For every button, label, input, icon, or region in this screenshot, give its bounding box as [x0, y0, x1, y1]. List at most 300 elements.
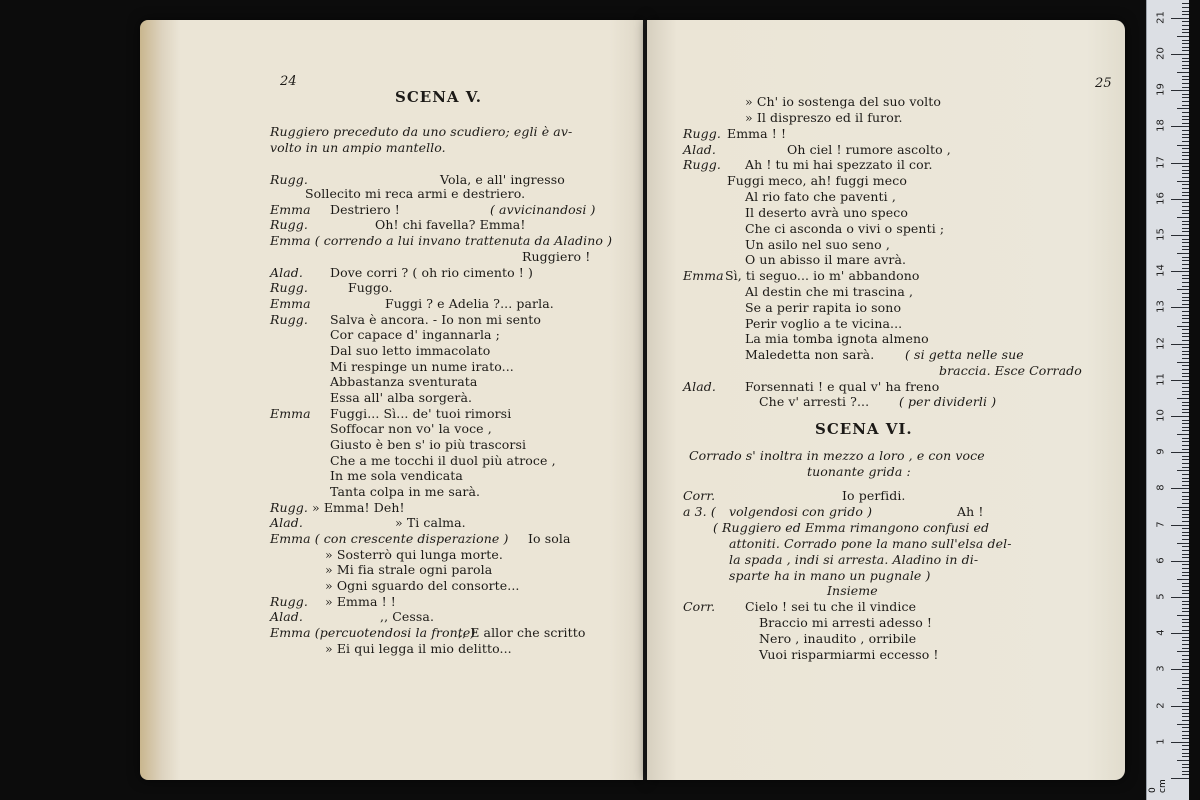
ruler-tick — [1171, 706, 1189, 707]
scene-heading: SCENA V. — [395, 88, 483, 106]
ruler-number: 5 — [1155, 593, 1167, 600]
ruler-tick — [1182, 43, 1189, 44]
ruler-tick — [1171, 452, 1189, 453]
ruler-tick — [1182, 340, 1189, 341]
text-line: Giusto è ben s' io più trascorsi — [330, 437, 527, 452]
text-line: In me sola vendicata — [330, 468, 463, 483]
ruler-tick — [1182, 510, 1189, 511]
ruler-tick — [1182, 619, 1189, 620]
ruler-tick — [1182, 496, 1189, 497]
text-line: Rugg. — [270, 172, 308, 187]
ruler-tick — [1177, 651, 1189, 652]
ruler-tick — [1182, 228, 1189, 229]
ruler-tick — [1182, 420, 1189, 421]
text-line: Sollecito mi reca armi e destriero. — [305, 186, 526, 201]
text-line: Vola, e all' ingresso — [440, 172, 565, 187]
ruler-tick — [1182, 427, 1189, 428]
text-line: Alad. — [270, 265, 303, 280]
ruler-tick — [1182, 264, 1189, 265]
text-line: Io perfidi. — [842, 488, 906, 503]
ruler-tick — [1182, 402, 1189, 403]
text-line: O un abisso il mare avrà. — [745, 252, 907, 267]
text-line: Mi respinge un nume irato... — [330, 359, 514, 374]
ruler-number: 10 — [1155, 409, 1167, 422]
ruler-tick — [1182, 231, 1189, 232]
ruler-tick — [1182, 535, 1189, 536]
text-line: » Emma! Deh! — [312, 500, 405, 515]
text-line: Dal suo letto immacolato — [330, 343, 491, 358]
ruler-tick — [1182, 65, 1189, 66]
ruler-tick — [1182, 275, 1189, 276]
text-line: Corr. — [683, 488, 716, 503]
ruler-tick — [1171, 126, 1189, 127]
ruler-tick — [1182, 673, 1189, 674]
text-line: Vuoi risparmiarmi eccesso ! — [759, 647, 939, 662]
ruler-tick — [1182, 202, 1189, 203]
ruler-tick — [1182, 130, 1189, 131]
ruler-tick — [1182, 87, 1189, 88]
ruler-tick — [1182, 644, 1189, 645]
ruler-tick — [1182, 709, 1189, 710]
text-line: » Ch' io sostenga del suo volto — [745, 94, 941, 109]
text-line: la spada , indi si arresta. Aladino in di- — [729, 552, 979, 567]
ruler-tick — [1182, 210, 1189, 211]
text-line: Nero , inaudito , orribile — [759, 631, 917, 646]
ruler-tick — [1171, 199, 1189, 200]
ruler-tick — [1182, 467, 1189, 468]
ruler-tick — [1177, 760, 1189, 761]
ruler-tick — [1182, 40, 1189, 41]
text-line: a 3. ( — [683, 504, 716, 519]
ruler-tick — [1182, 192, 1189, 193]
ruler-number: 20 — [1155, 47, 1167, 60]
ruler-tick — [1182, 68, 1189, 69]
ruler-tick — [1177, 362, 1189, 363]
ruler-tick — [1182, 514, 1189, 515]
ruler-tick — [1182, 756, 1189, 757]
text-line: Essa all' alba sorgerà. — [330, 390, 473, 405]
ruler-tick — [1182, 7, 1189, 8]
ruler-tick — [1182, 29, 1189, 30]
left-page — [140, 20, 645, 780]
ruler-tick — [1182, 456, 1189, 457]
text-line: ,, Cessa. — [380, 609, 435, 624]
text-line: braccia. Esce Corrado — [939, 363, 1082, 378]
ruler-number: 12 — [1155, 336, 1167, 350]
ruler-tick — [1171, 416, 1189, 417]
ruler-tick — [1182, 449, 1189, 450]
ruler-tick — [1182, 662, 1189, 663]
ruler-tick — [1171, 669, 1189, 670]
ruler-tick — [1182, 195, 1189, 196]
ruler-tick — [1182, 438, 1189, 439]
ruler-tick — [1182, 738, 1189, 739]
ruler-tick — [1182, 134, 1189, 135]
ruler-number: 14 — [1155, 264, 1167, 278]
text-line: ,, E allor che scritto — [458, 625, 586, 640]
text-line: Alad. — [683, 142, 716, 157]
ruler-tick — [1182, 478, 1189, 479]
text-line: Destriero ! — [330, 202, 400, 217]
ruler-tick — [1182, 481, 1189, 482]
ruler-number: 16 — [1155, 191, 1167, 205]
ruler-tick — [1182, 575, 1189, 576]
text-line: Al destin che mi trascina , — [745, 284, 914, 299]
ruler-tick — [1182, 517, 1189, 518]
ruler-tick — [1177, 145, 1189, 146]
ruler-tick — [1182, 572, 1189, 573]
ruler-number: 17 — [1155, 155, 1167, 169]
text-line: Rugg. — [270, 312, 308, 327]
ruler-tick — [1171, 742, 1189, 743]
text-line: Ah ! — [957, 504, 984, 519]
ruler-tick — [1182, 97, 1189, 98]
ruler-tick — [1182, 257, 1189, 258]
text-line: Oh! chi favella? Emma! — [375, 217, 526, 232]
ruler-tick — [1171, 778, 1189, 779]
ruler-tick — [1171, 18, 1189, 19]
text-line: Emma ( con crescente disperazione ) — [270, 531, 509, 546]
ruler-tick — [1182, 691, 1189, 692]
ruler-tick — [1182, 731, 1189, 732]
text-line: Se a perir rapita io sono — [745, 300, 902, 315]
ruler-tick — [1182, 568, 1189, 569]
page-number: 25 — [1095, 76, 1112, 91]
ruler-tick — [1177, 724, 1189, 725]
ruler-tick — [1182, 315, 1189, 316]
ruler-tick — [1182, 282, 1189, 283]
ruler-tick — [1182, 564, 1189, 565]
ruler-tick — [1182, 50, 1189, 51]
ruler-tick — [1171, 235, 1189, 236]
ruler-tick — [1182, 590, 1189, 591]
ruler-number: 3 — [1155, 665, 1167, 673]
ruler-number: 1 — [1155, 738, 1167, 745]
ruler-tick — [1182, 166, 1189, 167]
text-line: » Emma ! ! — [325, 594, 396, 609]
text-line: ( avvicinandosi ) — [490, 202, 596, 217]
ruler-tick — [1182, 459, 1189, 460]
ruler-tick — [1177, 434, 1189, 435]
text-line: Il deserto avrà uno speco — [745, 205, 908, 220]
ruler-tick — [1182, 640, 1189, 641]
ruler-tick — [1182, 268, 1189, 269]
ruler-tick — [1182, 601, 1189, 602]
ruler-tick — [1182, 441, 1189, 442]
ruler-tick — [1182, 105, 1189, 106]
text-line: Soffocar non vo' la voce , — [330, 421, 492, 436]
ruler-tick — [1182, 405, 1189, 406]
ruler-tick — [1177, 507, 1189, 508]
ruler-tick — [1182, 224, 1189, 225]
ruler-tick — [1182, 58, 1189, 59]
ruler-tick — [1171, 271, 1189, 272]
text-line: Emma — [270, 296, 311, 311]
text-line: » Mi fia strale ogni parola — [325, 562, 493, 577]
ruler-number: 21 — [1155, 10, 1167, 24]
text-line: » Il dispreszo ed il furor. — [745, 110, 903, 125]
right-page — [647, 20, 1125, 780]
ruler-tick — [1182, 242, 1189, 243]
ruler-tick — [1182, 119, 1189, 120]
ruler-tick — [1182, 702, 1189, 703]
ruler-tick — [1182, 170, 1189, 171]
ruler-tick — [1182, 304, 1189, 305]
text-line: Ah ! tu mi hai spezzato il cor. — [745, 157, 933, 172]
text-line: Salva è ancora. - Io non mi sento — [330, 312, 542, 327]
ruler-tick — [1182, 329, 1189, 330]
ruler-tick — [1182, 698, 1189, 699]
ruler-tick — [1182, 369, 1189, 370]
ruler-tick — [1177, 470, 1189, 471]
ruler-number: 15 — [1155, 228, 1167, 241]
ruler-tick — [1182, 354, 1189, 355]
ruler-tick — [1182, 666, 1189, 667]
ruler-tick — [1182, 528, 1189, 529]
ruler-tick — [1182, 79, 1189, 80]
ruler-tick — [1182, 351, 1189, 352]
ruler-tick — [1171, 380, 1189, 381]
ruler-tick — [1182, 32, 1189, 33]
text-line: Alad. — [683, 379, 716, 394]
text-line: » Ti calma. — [395, 515, 466, 530]
ruler-tick — [1182, 297, 1189, 298]
ruler-tick — [1171, 54, 1189, 55]
ruler-tick — [1182, 101, 1189, 102]
ruler-tick — [1182, 774, 1189, 775]
ruler-tick — [1177, 615, 1189, 616]
ruler-tick — [1182, 322, 1189, 323]
ruler-tick — [1182, 347, 1189, 348]
ruler-tick — [1171, 163, 1189, 164]
text-line: Rugg. — [270, 500, 308, 515]
text-line: Ruggiero preceduto da uno scudiero; egli è av- — [270, 124, 573, 139]
text-line: Fuggo. — [348, 280, 393, 295]
text-line: Cielo ! sei tu che il vindice — [745, 599, 917, 614]
ruler-tick — [1182, 311, 1189, 312]
text-line: Io sola — [528, 531, 571, 546]
text-line: Che a me tocchi il duol più atroce , — [330, 453, 556, 468]
measuring-ruler — [1146, 0, 1189, 800]
ruler-tick — [1182, 173, 1189, 174]
text-line: Braccio mi arresti adesso ! — [759, 615, 933, 630]
ruler-tick — [1177, 543, 1189, 544]
text-line: ( per dividerli ) — [899, 394, 997, 409]
ruler-tick — [1182, 557, 1189, 558]
ruler-unit-label: 0 cm — [1148, 779, 1168, 793]
page-number: 24 — [280, 74, 297, 89]
ruler-tick — [1182, 293, 1189, 294]
ruler-tick — [1182, 177, 1189, 178]
text-line: Emma — [270, 406, 311, 421]
ruler-tick — [1182, 727, 1189, 728]
ruler-tick — [1182, 474, 1189, 475]
text-line: Fuggi ? e Adelia ?... parla. — [385, 296, 554, 311]
ruler-tick — [1182, 648, 1189, 649]
ruler-tick — [1182, 61, 1189, 62]
ruler-tick — [1171, 90, 1189, 91]
ruler-tick — [1182, 76, 1189, 77]
text-line: Emma ( correndo a lui invano trattenuta da Aladino ) — [270, 233, 613, 248]
ruler-tick — [1182, 735, 1189, 736]
text-line: Perir voglio a te vicina... — [745, 316, 903, 331]
scene-heading: SCENA VI. — [815, 420, 913, 438]
ruler-tick — [1182, 14, 1189, 15]
ruler-tick — [1182, 246, 1189, 247]
text-line: Rugg. — [270, 594, 308, 609]
ruler-tick — [1171, 488, 1189, 489]
ruler-tick — [1177, 688, 1189, 689]
text-line: tuonante grida : — [807, 464, 911, 479]
ruler-tick — [1182, 586, 1189, 587]
ruler-tick — [1182, 221, 1189, 222]
ruler-tick — [1182, 680, 1189, 681]
ruler-tick — [1177, 398, 1189, 399]
text-line: sparte ha in mano un pugnale ) — [729, 568, 931, 583]
ruler-tick — [1182, 637, 1189, 638]
ruler-tick — [1182, 753, 1189, 754]
ruler-tick — [1182, 260, 1189, 261]
ruler-tick — [1182, 430, 1189, 431]
text-line: Fuggi... Sì... de' tuoi rimorsi — [330, 406, 512, 421]
ruler-tick — [1182, 25, 1189, 26]
ruler-tick — [1182, 554, 1189, 555]
text-line: Che ci asconda o vivi o spenti ; — [745, 221, 945, 236]
ruler-tick — [1177, 289, 1189, 290]
ruler-tick — [1182, 720, 1189, 721]
ruler-tick — [1182, 492, 1189, 493]
ruler-tick — [1171, 525, 1189, 526]
ruler-tick — [1182, 206, 1189, 207]
ruler-tick — [1182, 539, 1189, 540]
ruler-tick — [1177, 579, 1189, 580]
ruler-tick — [1182, 116, 1189, 117]
ruler-tick — [1182, 622, 1189, 623]
ruler-tick — [1182, 745, 1189, 746]
ruler-tick — [1182, 684, 1189, 685]
ruler-tick — [1182, 141, 1189, 142]
ruler-tick — [1182, 148, 1189, 149]
ruler-tick — [1182, 383, 1189, 384]
text-line: Tanta colpa in me sarà. — [330, 484, 481, 499]
ruler-tick — [1182, 188, 1189, 189]
ruler-tick — [1182, 278, 1189, 279]
ruler-tick — [1182, 112, 1189, 113]
ruler-tick — [1182, 608, 1189, 609]
ruler-tick — [1182, 499, 1189, 500]
text-line: Emma (percuotendosi la fronte) — [270, 625, 476, 640]
ruler-tick — [1182, 611, 1189, 612]
ruler-number: 13 — [1155, 300, 1167, 314]
text-line: Ruggiero ! — [522, 249, 591, 264]
text-line: Dove corri ? ( oh rio cimento ! ) — [330, 265, 533, 280]
ruler-tick — [1182, 300, 1189, 301]
ruler-tick — [1182, 286, 1189, 287]
ruler-tick — [1171, 344, 1189, 345]
ruler-tick — [1182, 123, 1189, 124]
text-line: ( Ruggiero ed Emma rimangono confusi ed — [713, 520, 990, 535]
text-line: Cor capace d' ingannarla ; — [330, 327, 500, 342]
ruler-tick — [1182, 358, 1189, 359]
text-line: Rugg. — [683, 157, 721, 172]
ruler-tick — [1182, 336, 1189, 337]
text-line: » Ogni sguardo del consorte... — [325, 578, 520, 593]
ruler-number: 18 — [1155, 119, 1167, 133]
ruler-tick — [1182, 546, 1189, 547]
text-line: Sì, ti seguo... io m' abbandono — [725, 268, 920, 283]
text-line: ( si getta nelle sue — [905, 347, 1024, 362]
ruler-number: 2 — [1155, 701, 1167, 709]
text-line: La mia tomba ignota almeno — [745, 331, 929, 346]
ruler-tick — [1182, 83, 1189, 84]
text-line: attoniti. Corrado pone la mano sull'elsa del- — [729, 536, 1012, 551]
ruler-tick — [1177, 181, 1189, 182]
ruler-tick — [1182, 659, 1189, 660]
ruler-number: 9 — [1155, 448, 1167, 455]
ruler-tick — [1182, 412, 1189, 413]
text-line: Insieme — [827, 583, 878, 598]
ruler-tick — [1182, 445, 1189, 446]
text-line: volgendosi con grido ) — [729, 504, 873, 519]
ruler-tick — [1182, 318, 1189, 319]
text-line: Al rio fato che paventi , — [745, 189, 896, 204]
ruler-tick — [1177, 253, 1189, 254]
text-line: Fuggi meco, ah! fuggi meco — [727, 173, 907, 188]
ruler-tick — [1182, 503, 1189, 504]
ruler-tick — [1182, 365, 1189, 366]
ruler-tick — [1171, 597, 1189, 598]
text-line: Rugg. — [270, 280, 308, 295]
text-line: Un asilo nel suo seno , — [745, 237, 890, 252]
ruler-tick — [1182, 550, 1189, 551]
ruler-number: 4 — [1155, 629, 1167, 636]
ruler-tick — [1177, 72, 1189, 73]
text-line: Corrado s' inoltra in mezzo a loro , e con voce — [689, 448, 985, 463]
ruler-tick — [1171, 307, 1189, 308]
ruler-tick — [1182, 373, 1189, 374]
ruler-tick — [1182, 155, 1189, 156]
text-line: Maledetta non sarà. — [745, 347, 875, 362]
ruler-tick — [1182, 764, 1189, 765]
text-line: Che v' arresti ?... — [759, 394, 870, 409]
ruler-tick — [1182, 749, 1189, 750]
ruler-tick — [1171, 561, 1189, 562]
ruler-tick — [1182, 184, 1189, 185]
ruler-tick — [1182, 583, 1189, 584]
ruler-tick — [1182, 532, 1189, 533]
ruler-tick — [1182, 716, 1189, 717]
ruler-tick — [1182, 159, 1189, 160]
text-line: Alad. — [270, 609, 303, 624]
ruler-tick — [1177, 217, 1189, 218]
text-line: Abbastanza sventurata — [330, 374, 478, 389]
ruler-tick — [1182, 463, 1189, 464]
ruler-number: 6 — [1155, 557, 1167, 564]
ruler-tick — [1182, 387, 1189, 388]
ruler-tick — [1182, 21, 1189, 22]
ruler-tick — [1182, 423, 1189, 424]
ruler-tick — [1182, 249, 1189, 250]
ruler-tick — [1182, 604, 1189, 605]
text-line: Rugg. — [683, 126, 721, 141]
ruler-tick — [1177, 326, 1189, 327]
ruler-tick — [1182, 521, 1189, 522]
ruler-tick — [1182, 767, 1189, 768]
open-book — [140, 20, 1125, 780]
text-line: Emma ! ! — [727, 126, 787, 141]
ruler-tick — [1182, 3, 1189, 4]
text-line: Forsennati ! e qual v' ha freno — [745, 379, 940, 394]
